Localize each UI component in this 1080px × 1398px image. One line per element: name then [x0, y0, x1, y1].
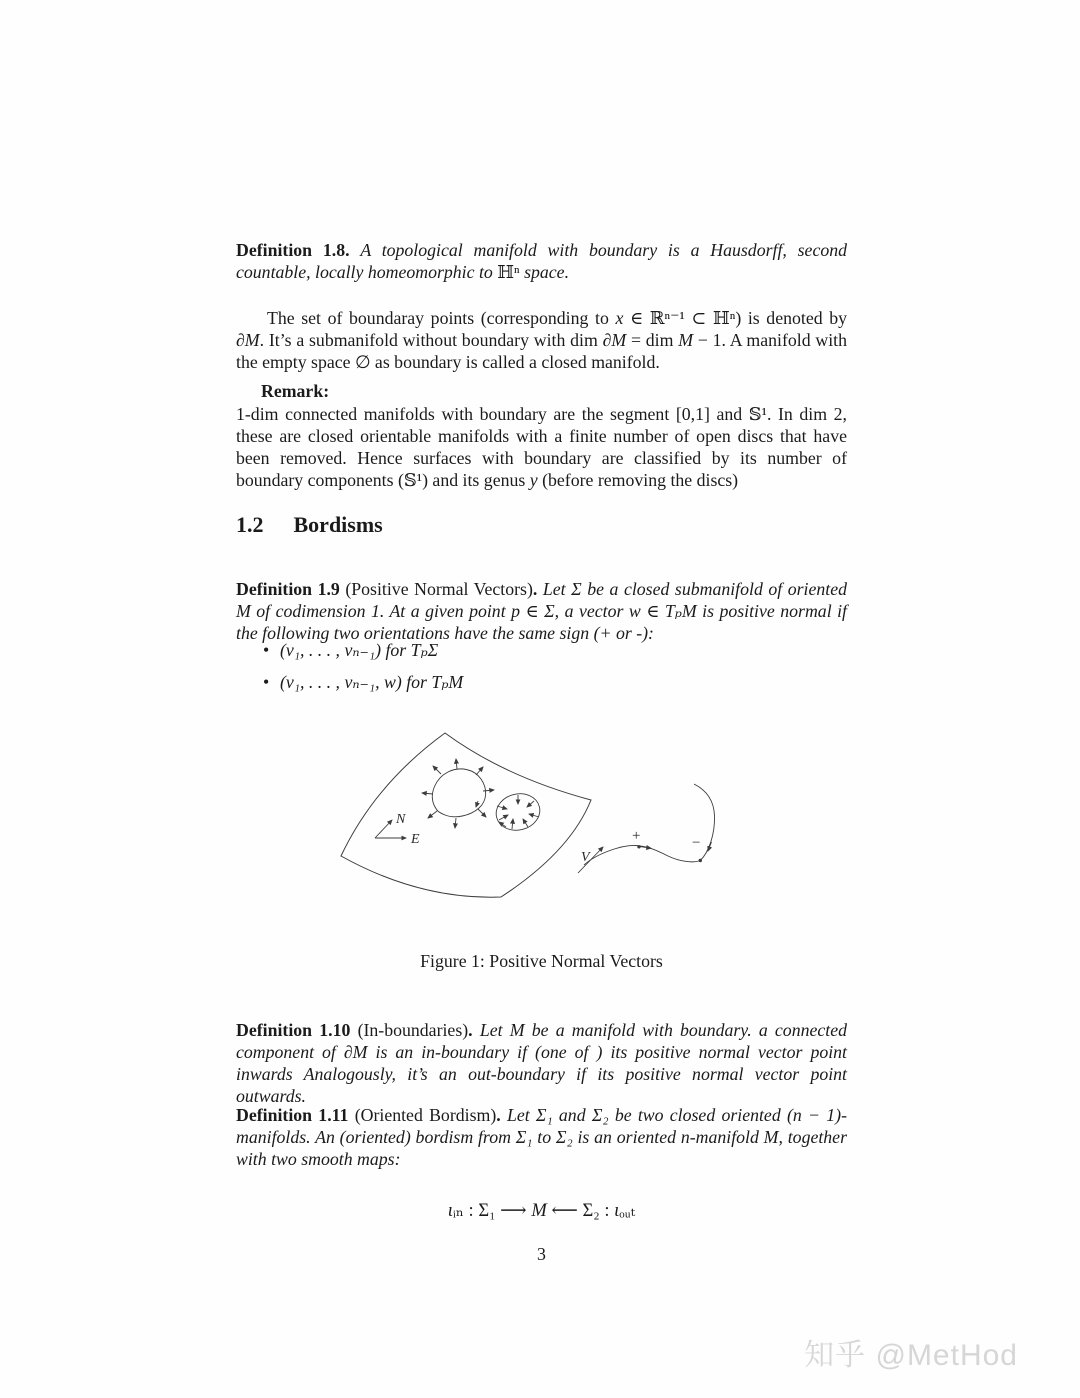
section-title: Bordisms [293, 512, 383, 537]
text-run [350, 240, 361, 260]
text-run: = dim [626, 329, 679, 350]
out-boundary-orientation-arrow [476, 801, 478, 807]
text-run: (v₁, . . . , vₙ₋₁, w) for TₚM [280, 671, 464, 692]
definition-1-11 [236, 1104, 847, 1170]
text-run: ∈ ℝⁿ⁻¹ ⊂ ℍⁿ) is denoted by [623, 307, 847, 328]
positive-normal-vectors-illustration [330, 722, 760, 912]
text-run: Definition 1.9 [236, 578, 340, 599]
text-run: (Oriented Bordism) [348, 1104, 497, 1125]
bullet-item-tangent-m [236, 671, 891, 693]
bullet-text [280, 672, 463, 692]
text-run: (v₁, . . . , vₙ₋₁) for TₚΣ [280, 639, 439, 660]
text-run: y [529, 469, 538, 490]
north-axis-arrow [375, 820, 392, 838]
text-run: ₒᵤₜ [619, 1200, 636, 1221]
zhihu-watermark: 知乎 @MetHod [804, 1339, 1018, 1372]
bullet-icon: • [263, 671, 270, 692]
text-run: Definition 1.8. [236, 239, 350, 260]
paragraph-boundary-points [236, 307, 847, 373]
section-heading-bordisms [236, 512, 847, 538]
text-run: Let Σ₁ and Σ₂ be two closed oriented (n − 1)-manifolds. An (oriented) bordism from Σ₁ to Σ₂ is an oriented n-manifold M, together with two smooth maps: [236, 1104, 847, 1169]
text-run: Remark: [261, 380, 330, 401]
text-run: Definition 1.10 [236, 1019, 351, 1040]
figure-caption: Figure 1: Positive Normal Vectors [420, 950, 663, 971]
out-boundary-curve [432, 769, 485, 817]
section-number: 1.2 [236, 512, 264, 537]
text-run: space. [519, 261, 570, 282]
bullet-text [280, 640, 438, 660]
text-run: ⟵ Σ₂ : [546, 1200, 615, 1221]
text-run: ι [447, 1200, 453, 1221]
text-run: ι [614, 1200, 620, 1221]
text-run: A topological manifold with boundary is a Hausdorff, second countable, locally homeomorphic to [236, 239, 848, 282]
remark-body [236, 403, 847, 491]
text-run: . [468, 1019, 480, 1040]
figure-1-drawing [330, 722, 760, 912]
text-run: (In-boundaries) [350, 1019, 469, 1040]
text-run: . [496, 1104, 507, 1125]
bullet-item-tangent-sigma [236, 639, 891, 661]
text-run: . It’s a submanifold without boundary with dim [259, 329, 603, 350]
text-run: M [531, 1200, 547, 1221]
definition-1-9 [236, 578, 847, 644]
definition-1-10 [236, 1019, 847, 1107]
text-run: x [615, 307, 624, 328]
minus-sign-label: − [692, 835, 701, 851]
north-label: N [396, 812, 406, 827]
text-run: The set of boundaray points (corresponding to [267, 307, 616, 328]
page-number: 3 [537, 1243, 546, 1264]
text-run: ℍⁿ [497, 261, 520, 282]
bullet-icon: • [263, 639, 270, 660]
text-run: ᵢₙ : Σ₁ ⟶ [452, 1200, 532, 1221]
plus-point-dot [637, 845, 640, 848]
definition-1-8 [236, 239, 847, 283]
vector-v-label: V [581, 850, 590, 865]
minus-direction-arrow [708, 842, 712, 851]
east-label: E [411, 832, 420, 847]
text-run: ∂M [602, 329, 627, 350]
bordism-maps-formula [236, 1200, 847, 1222]
text-run: ∂M [236, 329, 260, 350]
text-run: M [678, 329, 694, 350]
text-run: − 1. A manifold with the empty space ∅ as boundary is called a closed manifold. [236, 329, 847, 372]
text-run: (before removing the discs) [537, 469, 739, 490]
text-run: 1-dim connected manifolds with boundary are the segment [0,1] and 𝕊¹. In dim 2, these are closed orientable manifolds with a finite number of open discs that have been removed. Hence surfaces with boundary are classified by its number of boundary components (𝕊¹) and its genus [236, 403, 847, 490]
plus-sign-label: + [632, 828, 641, 844]
remark-heading [236, 380, 847, 402]
text-run: Let Σ be a closed submanifold of oriented M of codimension 1. At a given point p ∈ Σ, a vector w ∈ TₚM is positive normal if the following two orientations have the same sign (+ or -): [236, 578, 847, 643]
minus-point-dot [699, 859, 702, 862]
text-run: . [532, 578, 543, 599]
text-run: Let M be a manifold with boundary. a connected component of ∂̇M is an in-boundary if (one of ) its positive normal vector point inwards Analogously, it’s an out-boundary if its positive normal vector point outwards. [236, 1019, 847, 1106]
text-run: (Positive Normal Vectors) [339, 578, 533, 599]
text-run: Definition 1.11 [236, 1104, 349, 1125]
